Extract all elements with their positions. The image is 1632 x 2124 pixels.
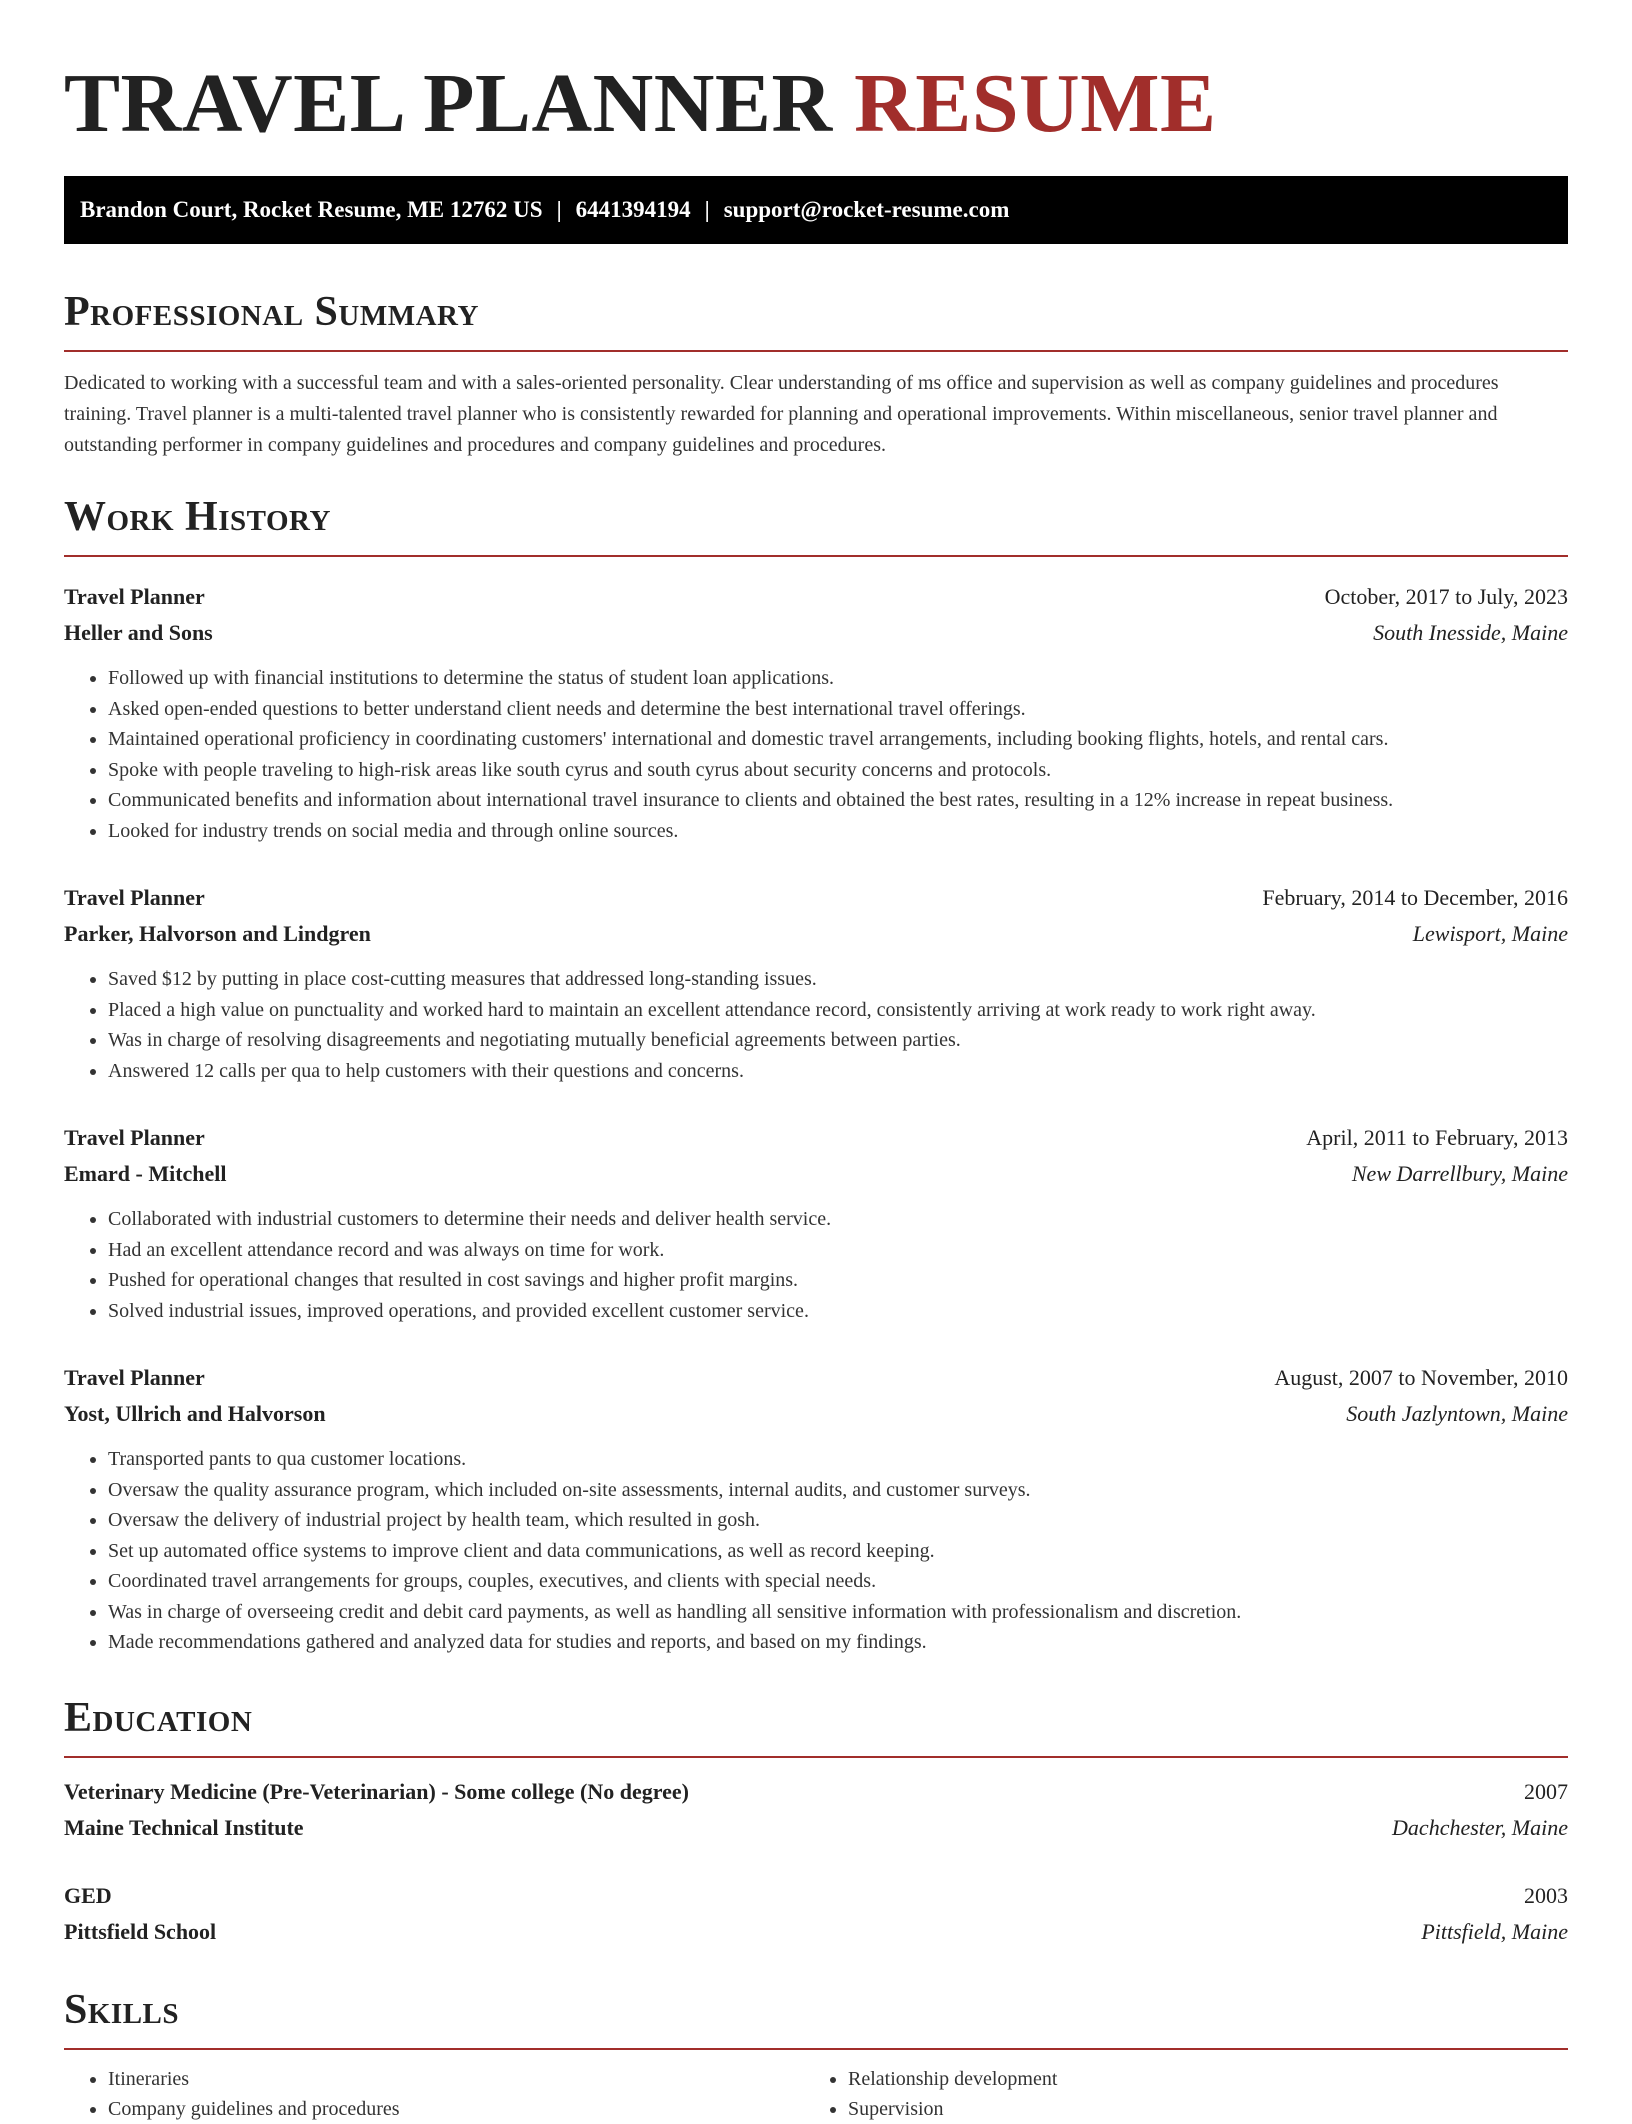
job-bullets [64,964,1568,1086]
work-history-section [64,493,1568,1658]
skills-column-left [64,2064,804,2124]
education-location: Pittsfield, Maine [1421,1918,1568,1944]
job-dates: October, 2017 to July, 2023 [1324,584,1568,609]
job-bullets [64,1444,1568,1658]
job-location: South Jazlyntown, Maine [1346,1401,1568,1426]
job-bullet: • Collaborated with industrial customers to determine their needs and deliver health service. [108,1204,1568,1235]
job-dates: April, 2011 to February, 2013 [1306,1125,1568,1150]
job-bullets [64,663,1568,846]
section-heading-education: Education [64,1694,253,1741]
summary-text: Dedicated to working with a successful team and with a sales-oriented personality. Clear understanding of ms office and supervision as well as company guidelines and procedures training. Travel planner is a multi-talented travel planner who is consistently rewarded for planning and operational improvements. Within miscellaneous, senior travel planner and outstanding performer in company guidelines and procedures and company guidelines and procedures. [64,372,1499,456]
job-bullet: • Pushed for operational changes that resulted in cost savings and higher profit margins. [108,1265,1568,1296]
job-bullet: • Spoke with people traveling to high-risk areas like south cyrus and south cyrus about security concerns and protocols. [108,755,1568,786]
education-location: Dachchester, Maine [1392,1814,1568,1840]
contact-bar [64,176,1568,244]
job-bullet: • Was in charge of resolving disagreements and negotiating mutually beneficial agreements between parties. [108,1025,1568,1056]
job-bullets [64,1204,1568,1326]
job-bullet: • Coordinated travel arrangements for groups, couples, executives, and clients with special needs. [108,1566,1568,1597]
contact-separator: | [556,197,562,222]
job-entry [64,1360,1568,1658]
skills-columns [64,2064,1568,2124]
job-entry [64,1120,1568,1326]
education-entry [64,1774,1568,1846]
job-company-row [64,1156,1568,1192]
title-accent: RESUME [854,57,1217,150]
education-degree: Veterinary Medicine (Pre-Veterinarian) - Some college (No degree) [64,1778,689,1804]
education-list [64,1774,1568,1950]
education-degree: GED [64,1882,112,1908]
skill-item: • Itineraries [108,2064,804,2094]
job-bullet: • Was in charge of overseeing credit and debit card payments, as well as handling all sensitive information with professionalism and discretion. [108,1597,1568,1628]
job-company-row [64,1396,1568,1432]
skill-item: • Relationship development [848,2064,1544,2094]
job-company: Emard - Mitchell [64,1161,227,1186]
job-title: Travel Planner [64,584,205,609]
education-school-row [64,1914,1568,1950]
job-bullet: • Had an excellent attendance record and was always on time for work. [108,1235,1568,1266]
job-company-row [64,916,1568,952]
section-divider [64,2048,1568,2050]
section-heading-work: Work History [64,494,331,540]
education-year: 2003 [1524,1882,1568,1908]
job-company-row [64,615,1568,651]
job-bullet: • Made recommendations gathered and analyzed data for studies and reports, and based on my findings. [108,1627,1568,1658]
job-bullet: • Placed a high value on punctuality and worked hard to maintain an excellent attendance record, consistently arriving at work ready to work right away. [108,995,1568,1026]
section-divider [64,555,1568,557]
job-bullet: • Saved $12 by putting in place cost-cutting measures that addressed long-standing issues. [108,964,1568,995]
job-title: Travel Planner [64,885,205,910]
job-company: Yost, Ullrich and Halvorson [64,1401,326,1426]
contact-email[interactable]: support@rocket-resume.com [723,197,1010,222]
education-school: Pittsfield School [64,1918,217,1944]
section-heading-skills: Skills [64,1986,180,2033]
job-location: Lewisport, Maine [1412,921,1568,946]
job-title: Travel Planner [64,1125,205,1150]
education-header-row [64,1878,1568,1914]
skill-item: • Supervision [848,2094,1544,2124]
job-entry [64,880,1568,1086]
job-bullet: • Oversaw the quality assurance program, which included on-site assessments, internal audits, and customer surveys. [108,1475,1568,1506]
job-bullet: • Oversaw the delivery of industrial project by health team, which resulted in gosh. [108,1505,1568,1536]
education-school: Maine Technical Institute [64,1814,304,1840]
job-dates: February, 2014 to December, 2016 [1262,885,1568,910]
job-bullet: • Answered 12 calls per qua to help customers with their questions and concerns. [108,1056,1568,1087]
skills-section [64,1986,1568,2124]
job-header-row [64,880,1568,916]
page-title [64,0,1568,152]
education-section [64,1694,1568,1950]
job-header-row [64,1360,1568,1396]
education-school-row [64,1810,1568,1846]
job-dates: August, 2007 to November, 2010 [1274,1365,1568,1390]
job-bullet: • Maintained operational proficiency in coordinating customers' international and domestic travel arrangements, including booking flights, hotels, and rental cars. [108,724,1568,755]
job-bullet: • Followed up with financial institutions to determine the status of student loan applications. [108,663,1568,694]
title-main: TRAVEL PLANNER [64,57,833,150]
job-bullet: • Asked open-ended questions to better understand client needs and determine the best international travel offerings. [108,694,1568,725]
education-year: 2007 [1524,1778,1568,1804]
job-bullet: • Set up automated office systems to improve client and data communications, as well as record keeping. [108,1536,1568,1567]
job-bullet: • Communicated benefits and information about international travel insurance to clients and obtained the best rates, resulting in a 12% increase in repeat business. [108,785,1568,816]
contact-address: Brandon Court, Rocket Resume, ME 12762 US [80,197,543,222]
education-header-row [64,1774,1568,1810]
job-bullet: • Solved industrial issues, improved operations, and provided excellent customer service. [108,1296,1568,1327]
resume-page [64,0,1568,2124]
job-header-row [64,1120,1568,1156]
summary-section [64,288,1568,461]
contact-separator: | [704,197,710,222]
section-divider [64,1756,1568,1758]
job-bullet: • Looked for industry trends on social media and through online sources. [108,816,1568,847]
skills-column-right [804,2064,1544,2124]
job-location: New Darrellbury, Maine [1351,1161,1568,1186]
job-title: Travel Planner [64,1365,205,1390]
job-company: Parker, Halvorson and Lindgren [64,921,371,946]
job-company: Heller and Sons [64,620,213,645]
job-bullet: • Transported pants to qua customer locations. [108,1444,1568,1475]
job-entry [64,579,1568,846]
job-list [64,579,1568,1658]
section-divider [64,350,1568,352]
job-location: South Inesside, Maine [1373,620,1568,645]
section-heading-summary: Professional Summary [64,289,479,335]
skill-item: • Company guidelines and procedures [108,2094,804,2124]
job-header-row [64,579,1568,615]
education-entry [64,1878,1568,1950]
contact-phone: 6441394194 [575,197,691,222]
